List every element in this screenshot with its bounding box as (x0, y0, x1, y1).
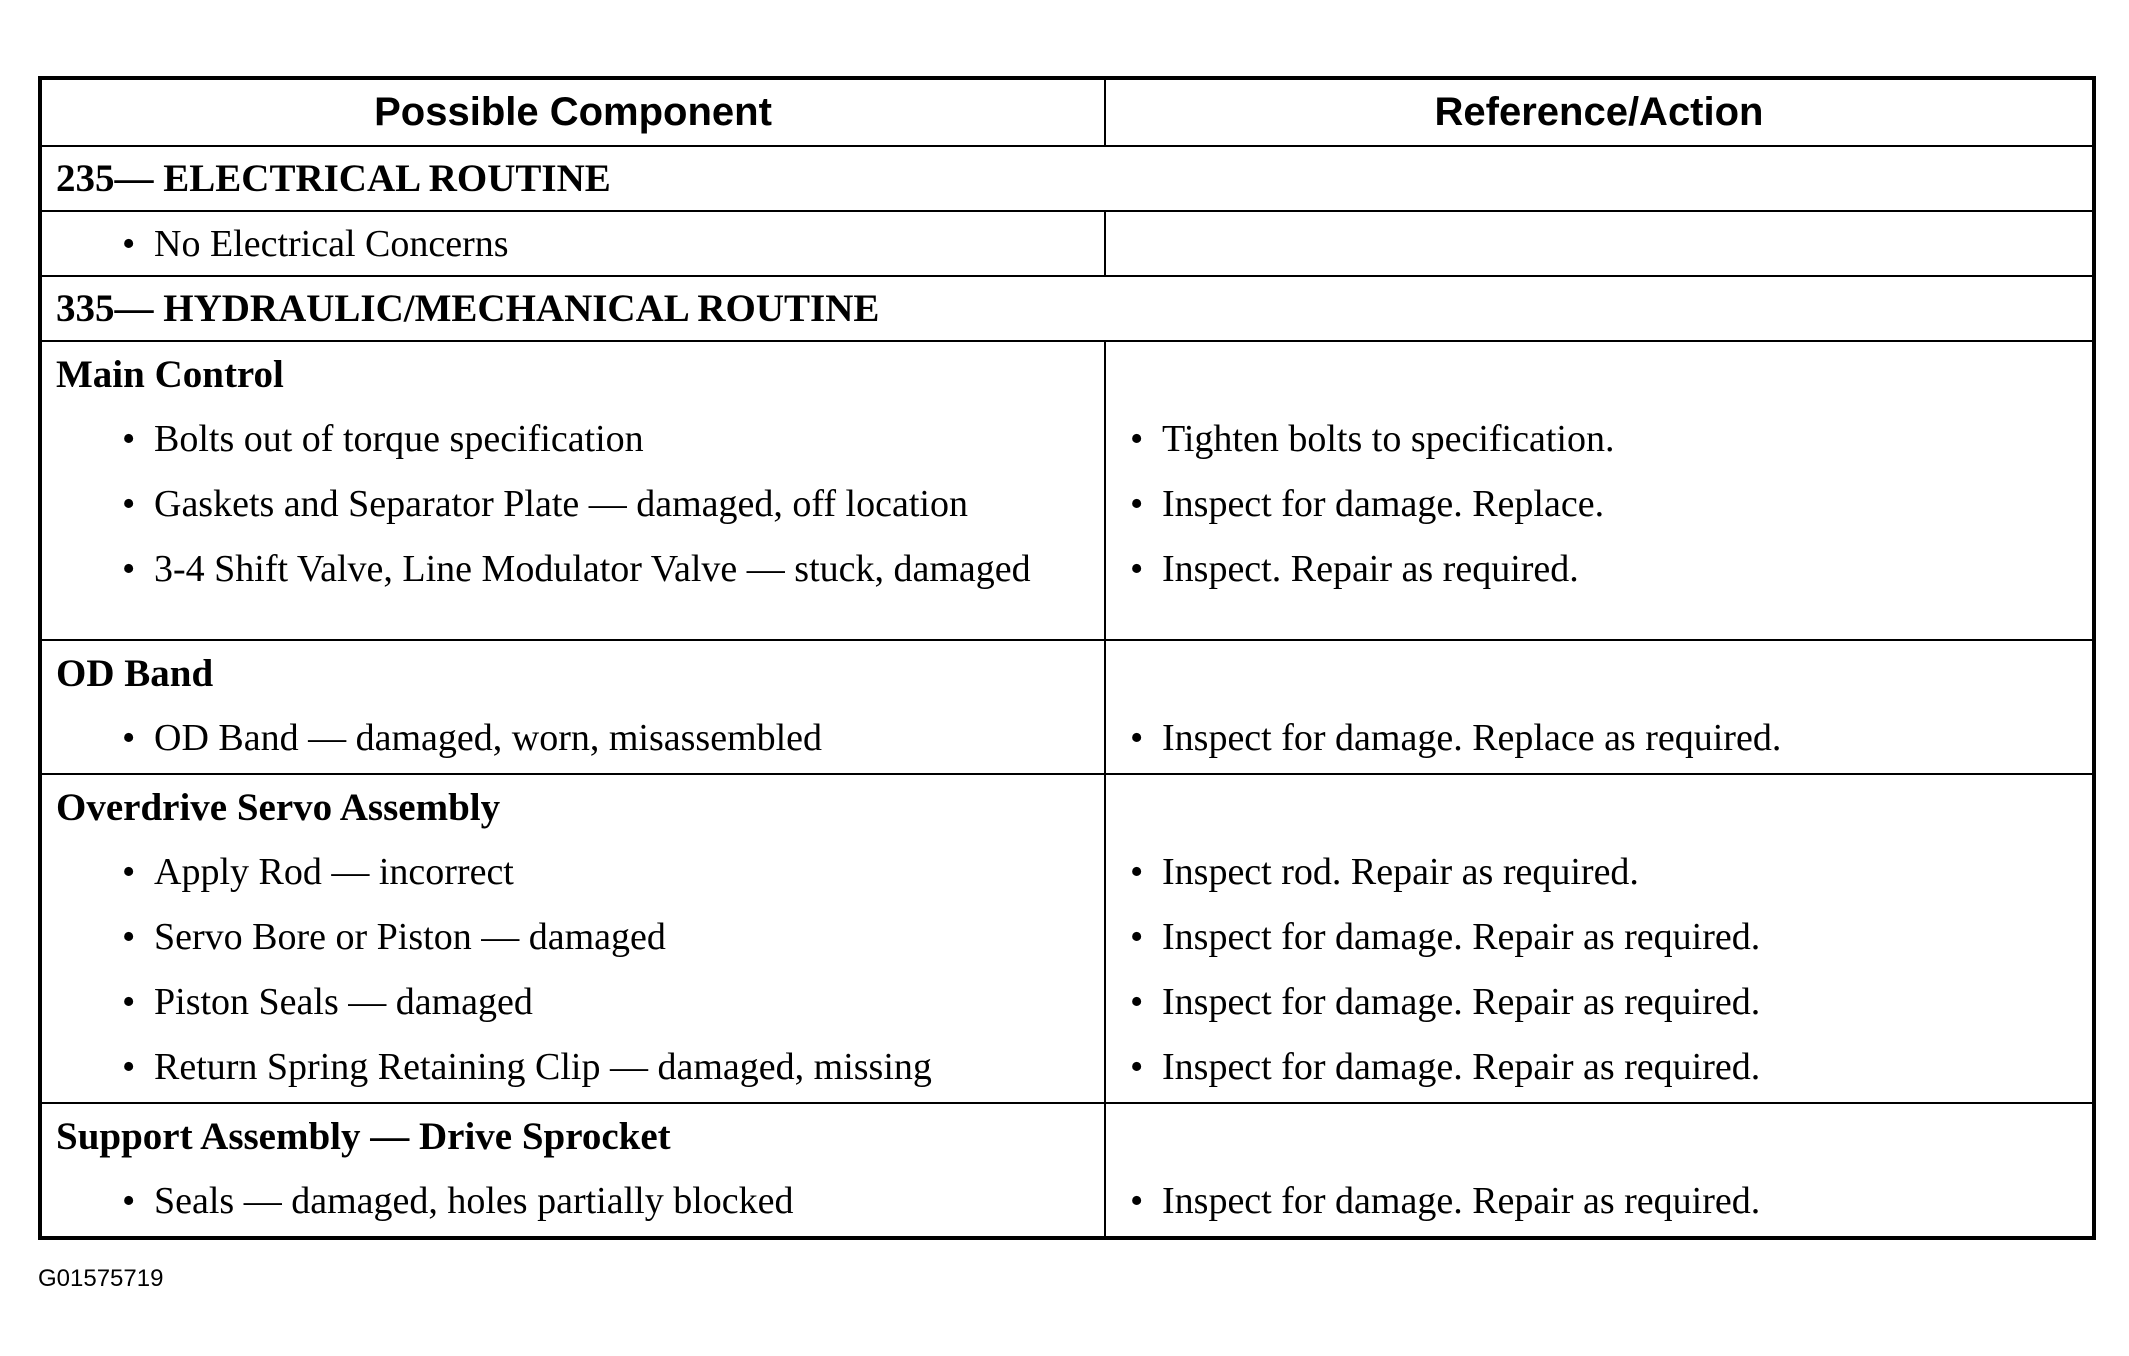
group-title: Main Control (56, 353, 284, 396)
action-text: Inspect for damage. Repair as required. (1162, 1046, 1761, 1088)
component-text: Seals — damaged, holes partially blocked (154, 1180, 794, 1222)
bullet-icon: • (1130, 1180, 1144, 1222)
action-text: Inspect for damage. Repair as required. (1162, 1180, 1761, 1222)
action-text: Inspect for damage. Repair as required. (1162, 981, 1761, 1023)
bullet-icon: • (1130, 483, 1144, 525)
group-od-band (42, 639, 2092, 773)
action-text: Inspect for damage. Replace. (1162, 483, 1605, 525)
component-text: No Electrical Concerns (154, 222, 509, 265)
bullet-icon: • (1130, 916, 1144, 958)
table-row (42, 1035, 2092, 1100)
group-main-control (42, 340, 2092, 639)
header-reference-action: Reference/Action (1434, 90, 1764, 134)
bullet-icon: • (122, 851, 136, 893)
component-text: 3-4 Shift Valve, Line Modulator Valve — stuck, damaged (154, 548, 1031, 590)
component-text: Servo Bore or Piston — damaged (154, 916, 666, 958)
action-text: Inspect. Repair as required. (1162, 548, 1579, 590)
bullet-icon: • (122, 916, 136, 958)
group-title: Support Assembly — Drive Sprocket (56, 1115, 671, 1158)
bullet-icon: • (122, 981, 136, 1023)
action-text: Tighten bolts to specification. (1162, 418, 1615, 460)
table-row (42, 706, 2092, 771)
bullet-icon: • (122, 483, 136, 525)
section-electrical-routine: 235— ELECTRICAL ROUTINE (42, 145, 2092, 210)
component-text: Apply Rod — incorrect (154, 851, 514, 893)
table-row (42, 407, 2092, 472)
table-row (42, 472, 2092, 537)
section-hydraulic-mechanical-routine: 335— HYDRAULIC/MECHANICAL ROUTINE (42, 275, 2092, 340)
group-title: OD Band (56, 652, 214, 695)
component-text: Gaskets and Separator Plate — damaged, off location (154, 483, 968, 525)
component-text: Piston Seals — damaged (154, 981, 533, 1023)
action-text: Inspect for damage. Repair as required. (1162, 916, 1761, 958)
table-row (42, 905, 2092, 970)
group-support-assembly-drive-sprocket (42, 1102, 2092, 1236)
table-row (42, 537, 2092, 637)
bullet-icon: • (122, 418, 136, 460)
bullet-icon: • (1130, 1046, 1144, 1088)
action-text: Inspect rod. Repair as required. (1162, 851, 1639, 893)
bullet-icon: • (1130, 851, 1144, 893)
component-text: OD Band — damaged, worn, misassembled (154, 717, 823, 759)
figure-id: G01575719 (38, 1265, 164, 1292)
component-text: Bolts out of torque specification (154, 418, 644, 460)
table-row (42, 210, 2092, 275)
bullet-icon: • (122, 1180, 136, 1222)
bullet-icon: • (122, 222, 136, 265)
action-text: Inspect for damage. Replace as required. (1162, 717, 1782, 759)
bullet-icon: • (1130, 548, 1144, 590)
component-text: Return Spring Retaining Clip — damaged, missing (154, 1046, 932, 1088)
bullet-icon: • (122, 1046, 136, 1088)
table-row (42, 970, 2092, 1035)
group-overdrive-servo-assembly (42, 773, 2092, 1102)
bullet-icon: • (122, 717, 136, 759)
bullet-icon: • (1130, 418, 1144, 460)
table-row (42, 1169, 2092, 1234)
table-row (42, 840, 2092, 905)
group-title: Overdrive Servo Assembly (56, 786, 501, 829)
header-possible-component: Possible Component (42, 80, 1106, 145)
bullet-icon: • (122, 548, 136, 590)
table-header-row (42, 80, 2092, 145)
bullet-icon: • (1130, 717, 1144, 759)
bullet-icon: • (1130, 981, 1144, 1023)
diagnostic-table (38, 76, 2096, 1240)
